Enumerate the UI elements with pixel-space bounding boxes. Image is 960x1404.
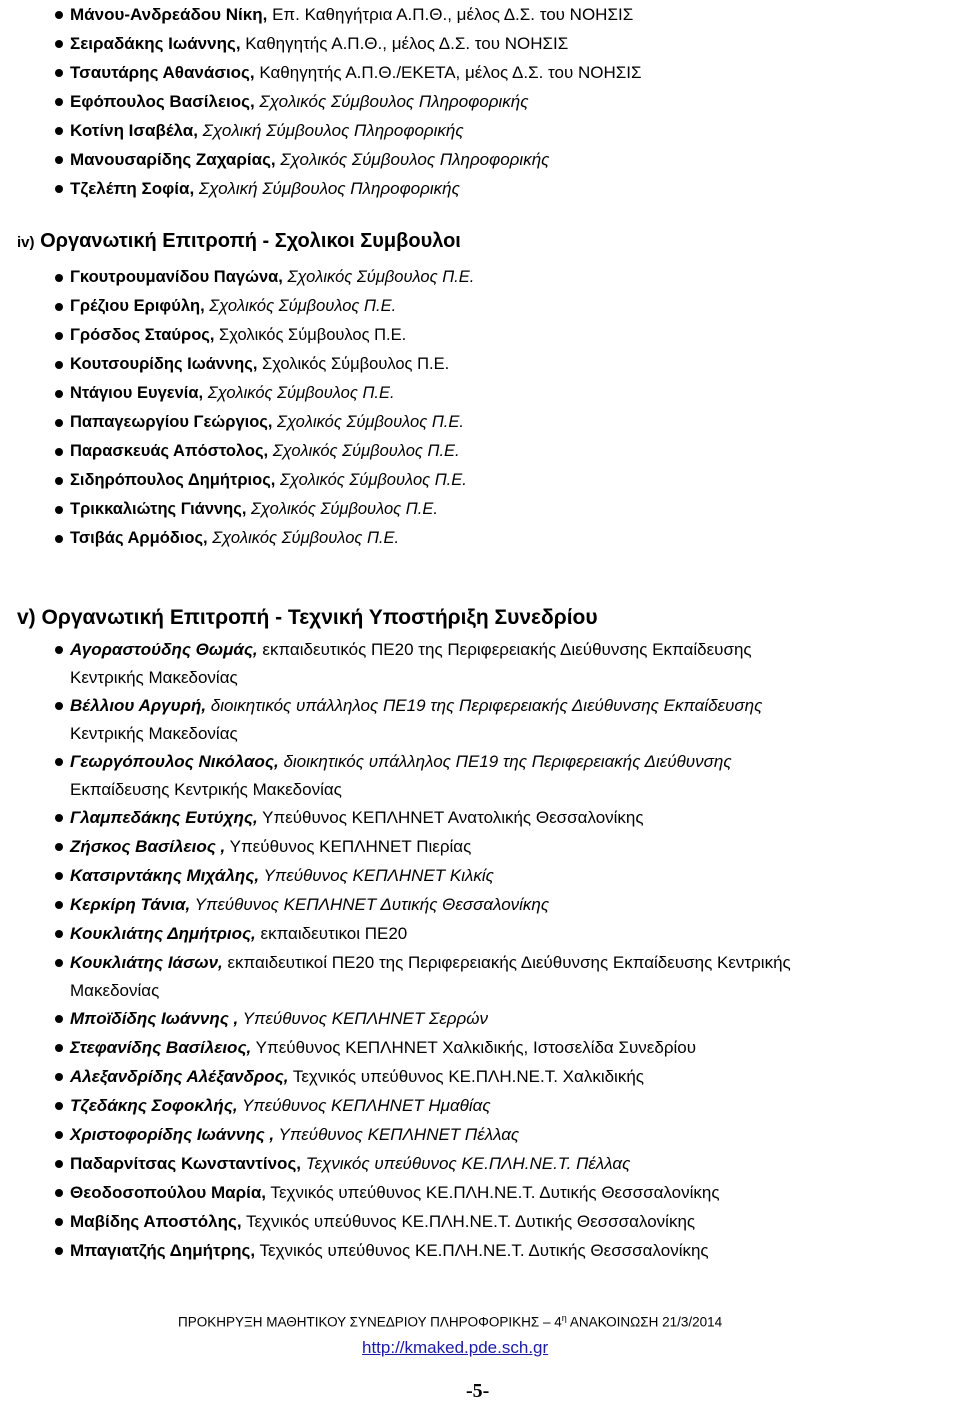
- footer-superscript: η: [561, 1313, 567, 1323]
- member-name: Ζήσκος Βασίλειος ,: [70, 837, 226, 856]
- list-item: [0, 350, 960, 379]
- list-item: [0, 495, 960, 524]
- bullet-icon: [55, 332, 63, 340]
- member-role: Υπεύθυνος ΚΕΠΛΗΝΕΤ Χαλκιδικής, Ιστοσελίδα Συνεδρίου: [251, 1038, 697, 1057]
- member-name: Κοτίνη Ισαβέλα,: [70, 121, 198, 140]
- list-item: [0, 321, 960, 350]
- list-item: [0, 862, 960, 891]
- bullet-icon: [55, 872, 63, 880]
- school-advisors-list: [0, 263, 960, 553]
- member-role: Υπεύθυνος ΚΕΠΛΗΝΕΤ Ανατολικής Θεσσαλονίκης: [257, 808, 644, 827]
- member-role: Σχολικός Σύμβουλος Πληροφορικής: [254, 92, 529, 111]
- list-item: [0, 145, 960, 174]
- bullet-icon: [55, 1189, 63, 1197]
- list-item: [0, 379, 960, 408]
- member-name: Κουκλιάτης Ιάσων,: [70, 953, 223, 972]
- member-name: Τζελέπη Σοφία,: [70, 179, 195, 198]
- member-name: Παπαγεωργίου Γεώργιος,: [70, 413, 273, 431]
- list-item: [0, 1150, 960, 1179]
- member-role-continued: Μακεδονίας: [70, 981, 160, 1000]
- member-name: Σειραδάκης Ιωάννης,: [70, 34, 241, 53]
- bullet-icon: [55, 477, 63, 485]
- member-role: Σχολικός Σύμβουλος Π.Ε.: [204, 297, 397, 315]
- bullet-icon: [55, 1247, 63, 1255]
- member-role: Τεχνικός υπεύθυνος ΚΕ.ΠΛΗ.ΝΕ.Τ. Δυτικής Θεσσσαλονίκης: [266, 1183, 720, 1202]
- member-name: Τρικκαλιώτης Γιάννης,: [70, 500, 247, 518]
- bullet-icon: [55, 69, 63, 77]
- member-name: Γεωργόπουλος Νικόλαος,: [70, 752, 279, 771]
- list-item: [0, 636, 960, 692]
- bullet-icon: [55, 758, 63, 766]
- member-name: Τσιβάς Αρμόδιος,: [70, 529, 208, 547]
- member-name: Γκουτρουμανίδου Παγώνα,: [70, 268, 283, 286]
- bullet-icon: [55, 274, 63, 282]
- bullet-icon: [55, 1044, 63, 1052]
- list-item: [0, 891, 960, 920]
- list-item: [0, 1208, 960, 1237]
- list-item: [0, 437, 960, 466]
- member-role: Υπεύθυνος ΚΕΠΛΗΝΕΤ Πιερίας: [225, 837, 472, 856]
- list-item: [0, 692, 960, 748]
- member-name: Κουτσουρίδης Ιωάννης,: [70, 355, 258, 373]
- bullet-icon: [55, 390, 63, 398]
- member-name: Γρόσδος Σταύρος,: [70, 326, 215, 344]
- list-item: [0, 0, 960, 29]
- committee-list-top: [0, 0, 960, 203]
- member-role: Υπεύθυνος ΚΕΠΛΗΝΕΤ Δυτικής Θεσσαλονίκης: [190, 895, 550, 914]
- member-role: Υπεύθυνος ΚΕΠΛΗΝΕΤ Πέλλας: [274, 1125, 520, 1144]
- list-item: [0, 1179, 960, 1208]
- member-role: Σχολικός Σύμβουλος Π.Ε.: [257, 355, 450, 373]
- list-item: [0, 87, 960, 116]
- member-name: Κατσιρντάκης Μιχάλης,: [70, 866, 260, 885]
- bullet-icon: [55, 303, 63, 311]
- list-item: [0, 29, 960, 58]
- list-item: [0, 1034, 960, 1063]
- member-name: Θεοδοσοπούλου Μαρία,: [70, 1183, 267, 1202]
- footer-website-link[interactable]: http://kmaked.pde.sch.gr: [362, 1338, 549, 1357]
- bullet-icon: [55, 127, 63, 135]
- member-name: Μάνου-Ανδρεάδου Νίκη,: [70, 5, 268, 24]
- bullet-icon: [55, 419, 63, 427]
- member-role: εκπαιδευτικός ΠΕ20 της Περιφερειακής Διεύθυνσης Εκπαίδευσης: [257, 640, 752, 659]
- member-role: Σχολική Σύμβουλος Πληροφορικής: [197, 121, 464, 140]
- member-name: Ντάγιου Ευγενία,: [70, 384, 204, 402]
- member-role: Τεχνικός υπεύθυνος ΚΕ.ΠΛΗ.ΝΕ.Τ. Δυτικής Θεσσσαλονίκης: [241, 1212, 696, 1231]
- list-item: [0, 408, 960, 437]
- member-name: Μποϊδίδης Ιωάννης ,: [70, 1009, 239, 1028]
- member-name: Παδαρνίτσας Κωνσταντίνος,: [70, 1154, 302, 1173]
- bullet-icon: [55, 1160, 63, 1168]
- member-name: Αγοραστούδης Θωμάς,: [70, 640, 258, 659]
- member-name: Γρέζιου Εριφύλη,: [70, 297, 205, 315]
- bullet-icon: [55, 901, 63, 909]
- list-item: [0, 116, 960, 145]
- bullet-icon: [55, 506, 63, 514]
- bullet-icon: [55, 40, 63, 48]
- member-name: Σιδηρόπουλος Δημήτριος,: [70, 471, 276, 489]
- bullet-icon: [55, 646, 63, 654]
- bullet-icon: [55, 535, 63, 543]
- member-name: Κουκλιάτης Δημήτριος,: [70, 924, 256, 943]
- list-item: [0, 174, 960, 203]
- bullet-icon: [55, 1131, 63, 1139]
- member-role-continued: Εκπαίδευσης Κεντρικής Μακεδονίας: [70, 780, 342, 799]
- bullet-icon: [55, 361, 63, 369]
- bullet-icon: [55, 1073, 63, 1081]
- bullet-icon: [55, 1015, 63, 1023]
- section-iv-heading: [17, 230, 461, 253]
- member-role: Υπεύθυνος ΚΕΠΛΗΝΕΤ Ημαθίας: [237, 1096, 491, 1115]
- section-v-heading: v) Οργανωτική Επιτροπή - Τεχνική Υποστήριξη Συνεδρίου: [17, 606, 598, 629]
- footer-text-start: ΠΡΟΚΗΡΥΞΗ ΜΑΘΗΤΙΚΟΥ ΣΥΝΕΔΡΙΟΥ ΠΛΗΡΟΦΟΡΙΚΗΣ – 4: [178, 1314, 562, 1330]
- list-item: [0, 1121, 960, 1150]
- page-number: -5-: [466, 1380, 490, 1402]
- list-item: [0, 58, 960, 87]
- member-name: Τζεδάκης Σοφοκλής,: [70, 1096, 238, 1115]
- member-role: Καθηγητής Α.Π.Θ., μέλος Δ.Σ. του ΝΟΗΣΙΣ: [240, 34, 569, 53]
- list-item: [0, 466, 960, 495]
- member-role: Σχολικός Σύμβουλος Πληροφορικής: [275, 150, 550, 169]
- member-role: εκπαιδευτικοι ΠΕ20: [255, 924, 408, 943]
- list-item: [0, 748, 960, 804]
- member-name: Τσαυτάρης Αθανάσιος,: [70, 63, 255, 82]
- member-role: Σχολικός Σύμβουλος Π.Ε.: [268, 442, 460, 460]
- member-name: Μανουσαρίδης Ζαχαρίας,: [70, 150, 276, 169]
- member-name: Γλαμπεδάκης Ευτύχης,: [70, 808, 258, 827]
- member-name: Βέλλιου Αργυρή,: [70, 696, 207, 715]
- technical-support-list: [0, 636, 960, 1266]
- member-name: Παρασκευάς Απόστολος,: [70, 442, 269, 460]
- member-name: Στεφανίδης Βασίλειος,: [70, 1038, 252, 1057]
- member-role: Σχολικός Σύμβουλος Π.Ε.: [203, 384, 395, 402]
- bullet-icon: [55, 98, 63, 106]
- list-item: [0, 1063, 960, 1092]
- member-name: Χριστοφορίδης Ιωάννης ,: [70, 1125, 275, 1144]
- list-item: [0, 1237, 960, 1266]
- member-role: Τεχνικός υπεύθυνος ΚΕ.ΠΛΗ.ΝΕ.Τ. Πέλλας: [301, 1154, 631, 1173]
- member-role: Σχολικός Σύμβουλος Π.Ε.: [207, 529, 400, 547]
- bullet-icon: [55, 1102, 63, 1110]
- member-name: Κερκίρη Τάνια,: [70, 895, 191, 914]
- member-role: διοικητικός υπάλληλος ΠΕ19 της Περιφερειακής Διεύθυνσης: [278, 752, 732, 771]
- list-item: [0, 1092, 960, 1121]
- bullet-icon: [55, 702, 63, 710]
- bullet-icon: [55, 185, 63, 193]
- member-role: διοικητικός υπάλληλος ΠΕ19 της Περιφερειακής Διεύθυνσης Εκπαίδευσης: [206, 696, 763, 715]
- member-role: Σχολικός Σύμβουλος Π.Ε.: [272, 413, 464, 431]
- member-role: Υπεύθυνος ΚΕΠΛΗΝΕΤ Σερρών: [238, 1009, 488, 1028]
- member-role: Σχολικός Σύμβουλος Π.Ε.: [214, 326, 407, 344]
- member-role: Επ. Καθηγήτρια Α.Π.Θ., μέλος Δ.Σ. του ΝΟΗΣΙΣ: [267, 5, 634, 24]
- member-role: Τεχνικός υπεύθυνος ΚΕ.ΠΛΗ.ΝΕ.Τ. Δυτικής Θεσσσαλονίκης: [255, 1241, 709, 1260]
- list-item: [0, 1005, 960, 1034]
- member-name: Μαβίδης Αποστόλης,: [70, 1212, 242, 1231]
- bullet-icon: [55, 930, 63, 938]
- bullet-icon: [55, 814, 63, 822]
- footer-announcement: [178, 1313, 722, 1330]
- list-item: [0, 833, 960, 862]
- member-name: Μπαγιατζής Δημήτρης,: [70, 1241, 256, 1260]
- member-name: Εφόπουλος Βασίλειος,: [70, 92, 255, 111]
- member-role: Τεχνικός υπεύθυνος ΚΕ.ΠΛΗ.ΝΕ.Τ. Χαλκιδικής: [288, 1067, 644, 1086]
- bullet-icon: [55, 1218, 63, 1226]
- list-item: [0, 949, 960, 1005]
- footer-text-end: ΑΝΑΚΟΙΝΩΣΗ 21/3/2014: [566, 1314, 723, 1330]
- list-item: [0, 524, 960, 553]
- member-role: Σχολικός Σύμβουλος Π.Ε.: [275, 471, 467, 489]
- list-item: [0, 263, 960, 292]
- member-role: Σχολική Σύμβουλος Πληροφορικής: [194, 179, 460, 198]
- member-role-continued: Κεντρικής Μακεδονίας: [70, 668, 238, 687]
- bullet-icon: [55, 959, 63, 967]
- member-role-continued: Κεντρικής Μακεδονίας: [70, 724, 238, 743]
- member-role: Σχολικός Σύμβουλος Π.Ε.: [282, 268, 475, 286]
- bullet-icon: [55, 11, 63, 19]
- list-item: [0, 804, 960, 833]
- section-iv-number: iv): [17, 234, 35, 251]
- member-role: Σχολικός Σύμβουλος Π.Ε.: [246, 500, 438, 518]
- member-role: εκπαιδευτικοί ΠΕ20 της Περιφερειακής Διεύθυνσης Εκπαίδευσης Κεντρικής: [222, 953, 791, 972]
- section-iv-title: Οργανωτική Επιτροπή - Σχολικοι Συμβουλοι: [34, 230, 461, 252]
- bullet-icon: [55, 843, 63, 851]
- member-role: Καθηγητής Α.Π.Θ./ΕΚΕΤΑ, μέλος Δ.Σ. του ΝΟΗΣΙΣ: [254, 63, 642, 82]
- member-role: Υπεύθυνος ΚΕΠΛΗΝΕΤ Κιλκίς: [259, 866, 494, 885]
- list-item: [0, 292, 960, 321]
- bullet-icon: [55, 448, 63, 456]
- list-item: [0, 920, 960, 949]
- member-name: Αλεξανδρίδης Αλέξανδρος,: [70, 1067, 289, 1086]
- bullet-icon: [55, 156, 63, 164]
